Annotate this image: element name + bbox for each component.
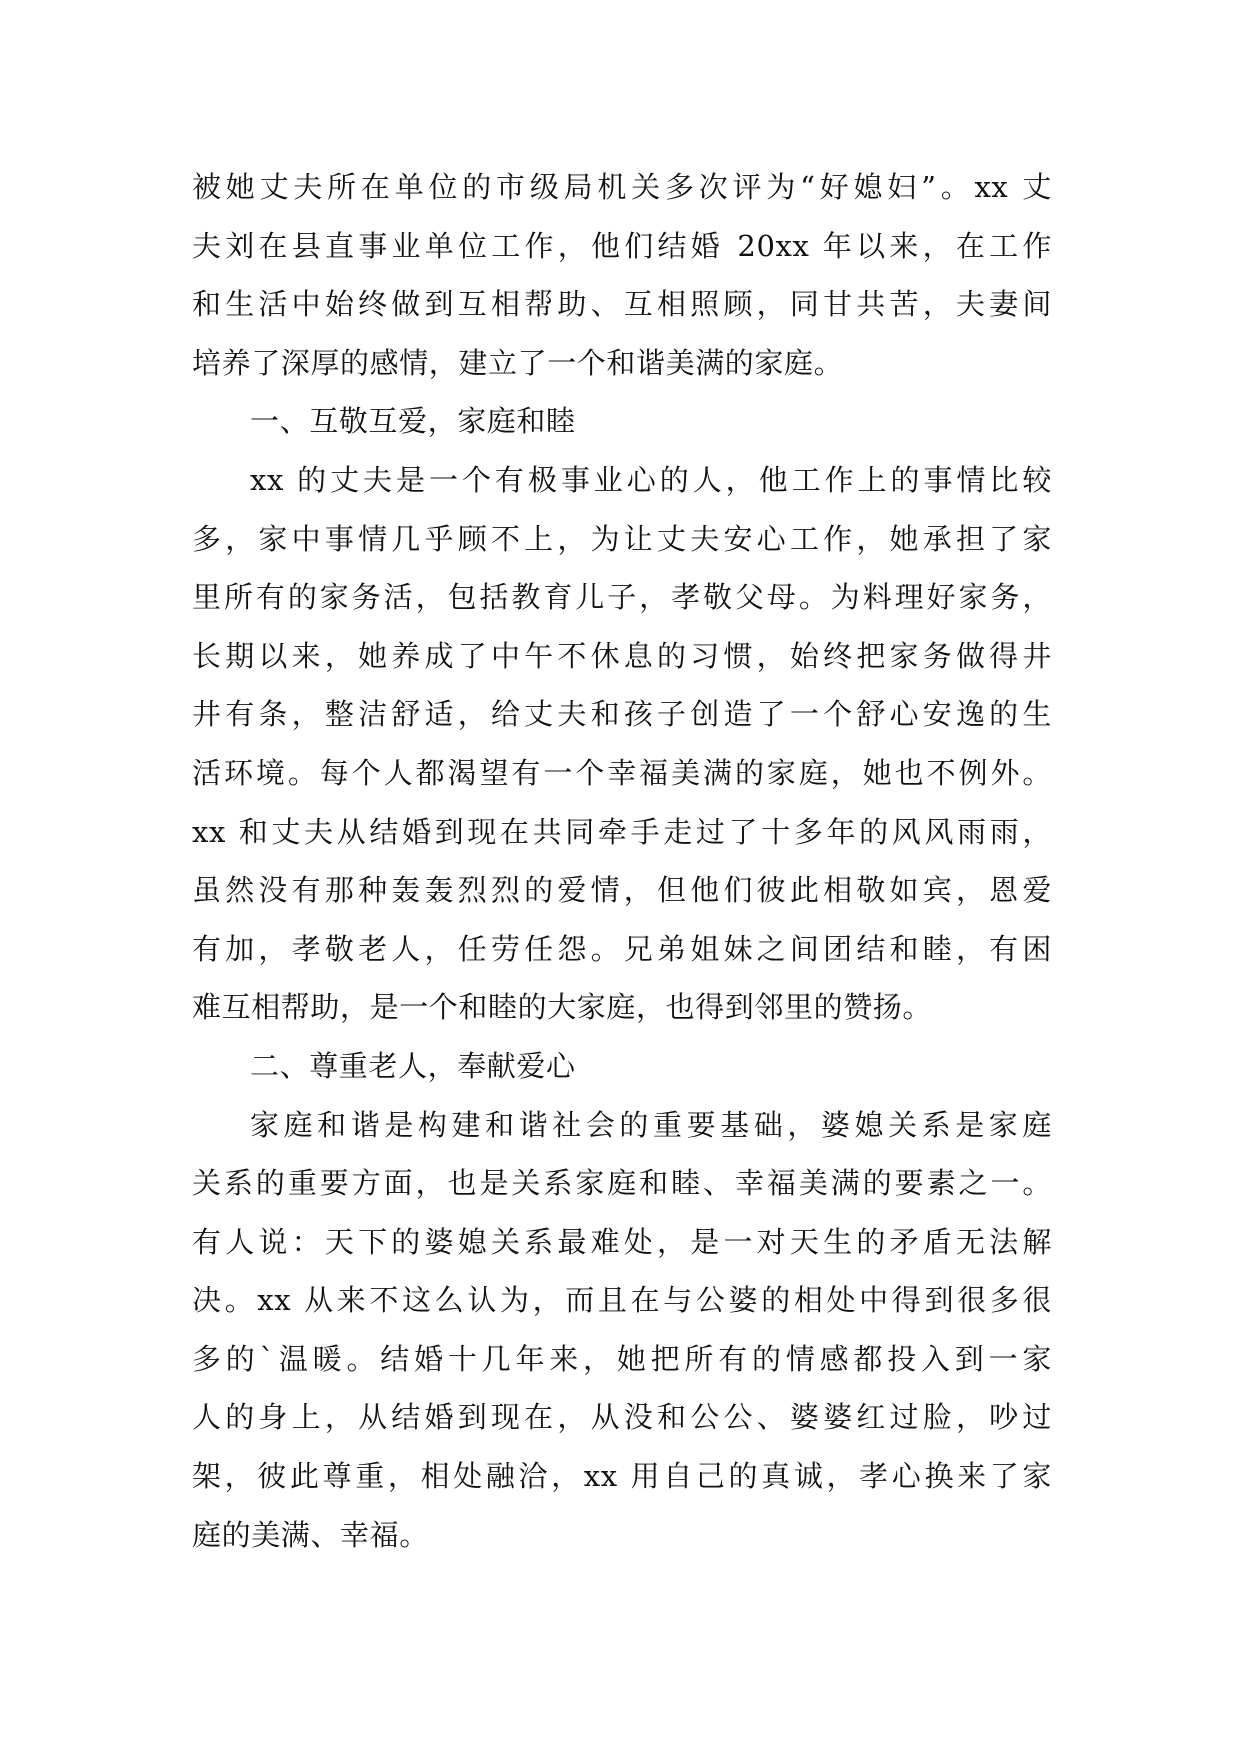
paragraph-section-2	[192, 1096, 1052, 1565]
text-line: 和生活中始终做到互相帮助、互相照顾，同甘共苦，夫妻间	[192, 287, 1052, 322]
text-line: 多，家中事情几乎顾不上，为让丈夫安心工作，她承担了家	[192, 521, 1052, 556]
heading-text: 二、尊重老人，奉献爱心	[250, 1048, 576, 1083]
section-heading-2	[192, 1037, 1052, 1096]
text-line: 架，彼此尊重，相处融洽，xx 用自己的真诚，孝心换来了家	[192, 1459, 1052, 1494]
text-line: 有加，孝敬老人，任劳任怨。兄弟姐妹之间团结和睦，有困	[192, 931, 1052, 966]
text-line: 活环境。每个人都渴望有一个幸福美满的家庭，她也不例外。	[192, 755, 1052, 790]
text-line: 被她丈夫所在单位的市级局机关多次评为“好媳妇”。xx 丈	[192, 170, 1052, 204]
text-line: 多的`温暖。结婚十几年来，她把所有的情感都投入到一家	[192, 1341, 1052, 1376]
heading-text: 一、互敬互爱，家庭和睦	[250, 404, 576, 439]
text-line: 家庭和谐是构建和谐社会的重要基础，婆媳关系是家庭	[250, 1107, 1052, 1142]
text-line: xx 和丈夫从结婚到现在共同牵手走过了十多年的风风雨雨，	[192, 814, 1052, 849]
paragraph-intro	[192, 158, 1052, 392]
text-line: 里所有的家务活，包括教育儿子，孝敬父母。为料理好家务，	[192, 580, 1052, 615]
text-line: 井有条，整洁舒适，给丈夫和孩子创造了一个舒心安逸的生	[192, 697, 1052, 732]
text-line: 人的身上，从结婚到现在，从没和公公、婆婆红过脸，吵过	[192, 1400, 1052, 1435]
text-line: 决。xx 从来不这么认为，而且在与公婆的相处中得到很多很	[192, 1283, 1052, 1318]
text-line: 夫刘在县直事业单位工作，他们结婚 20xx 年以来，在工作	[192, 228, 1052, 263]
text-line: 有人说：天下的婆媳关系最难处，是一对天生的矛盾无法解	[192, 1224, 1052, 1259]
text-line: 虽然没有那种轰轰烈烈的爱情，但他们彼此相敬如宾，恩爱	[192, 873, 1052, 908]
document-body	[192, 158, 1052, 1564]
text-line: 长期以来，她养成了中午不休息的习惯，始终把家务做得井	[192, 638, 1052, 673]
text-line: 关系的重要方面，也是关系家庭和睦、幸福美满的要素之一。	[192, 1166, 1052, 1201]
text-line: 培养了深厚的感情，建立了一个和谐美满的家庭。	[192, 345, 844, 380]
paragraph-section-1	[192, 451, 1052, 1037]
text-line: xx 的丈夫是一个有极事业心的人，他工作上的事情比较	[250, 462, 1052, 497]
section-heading-1	[192, 392, 1052, 451]
text-line: 难互相帮助，是一个和睦的大家庭，也得到邻里的赞扬。	[192, 990, 933, 1025]
text-line: 庭的美满、幸福。	[192, 1517, 429, 1552]
